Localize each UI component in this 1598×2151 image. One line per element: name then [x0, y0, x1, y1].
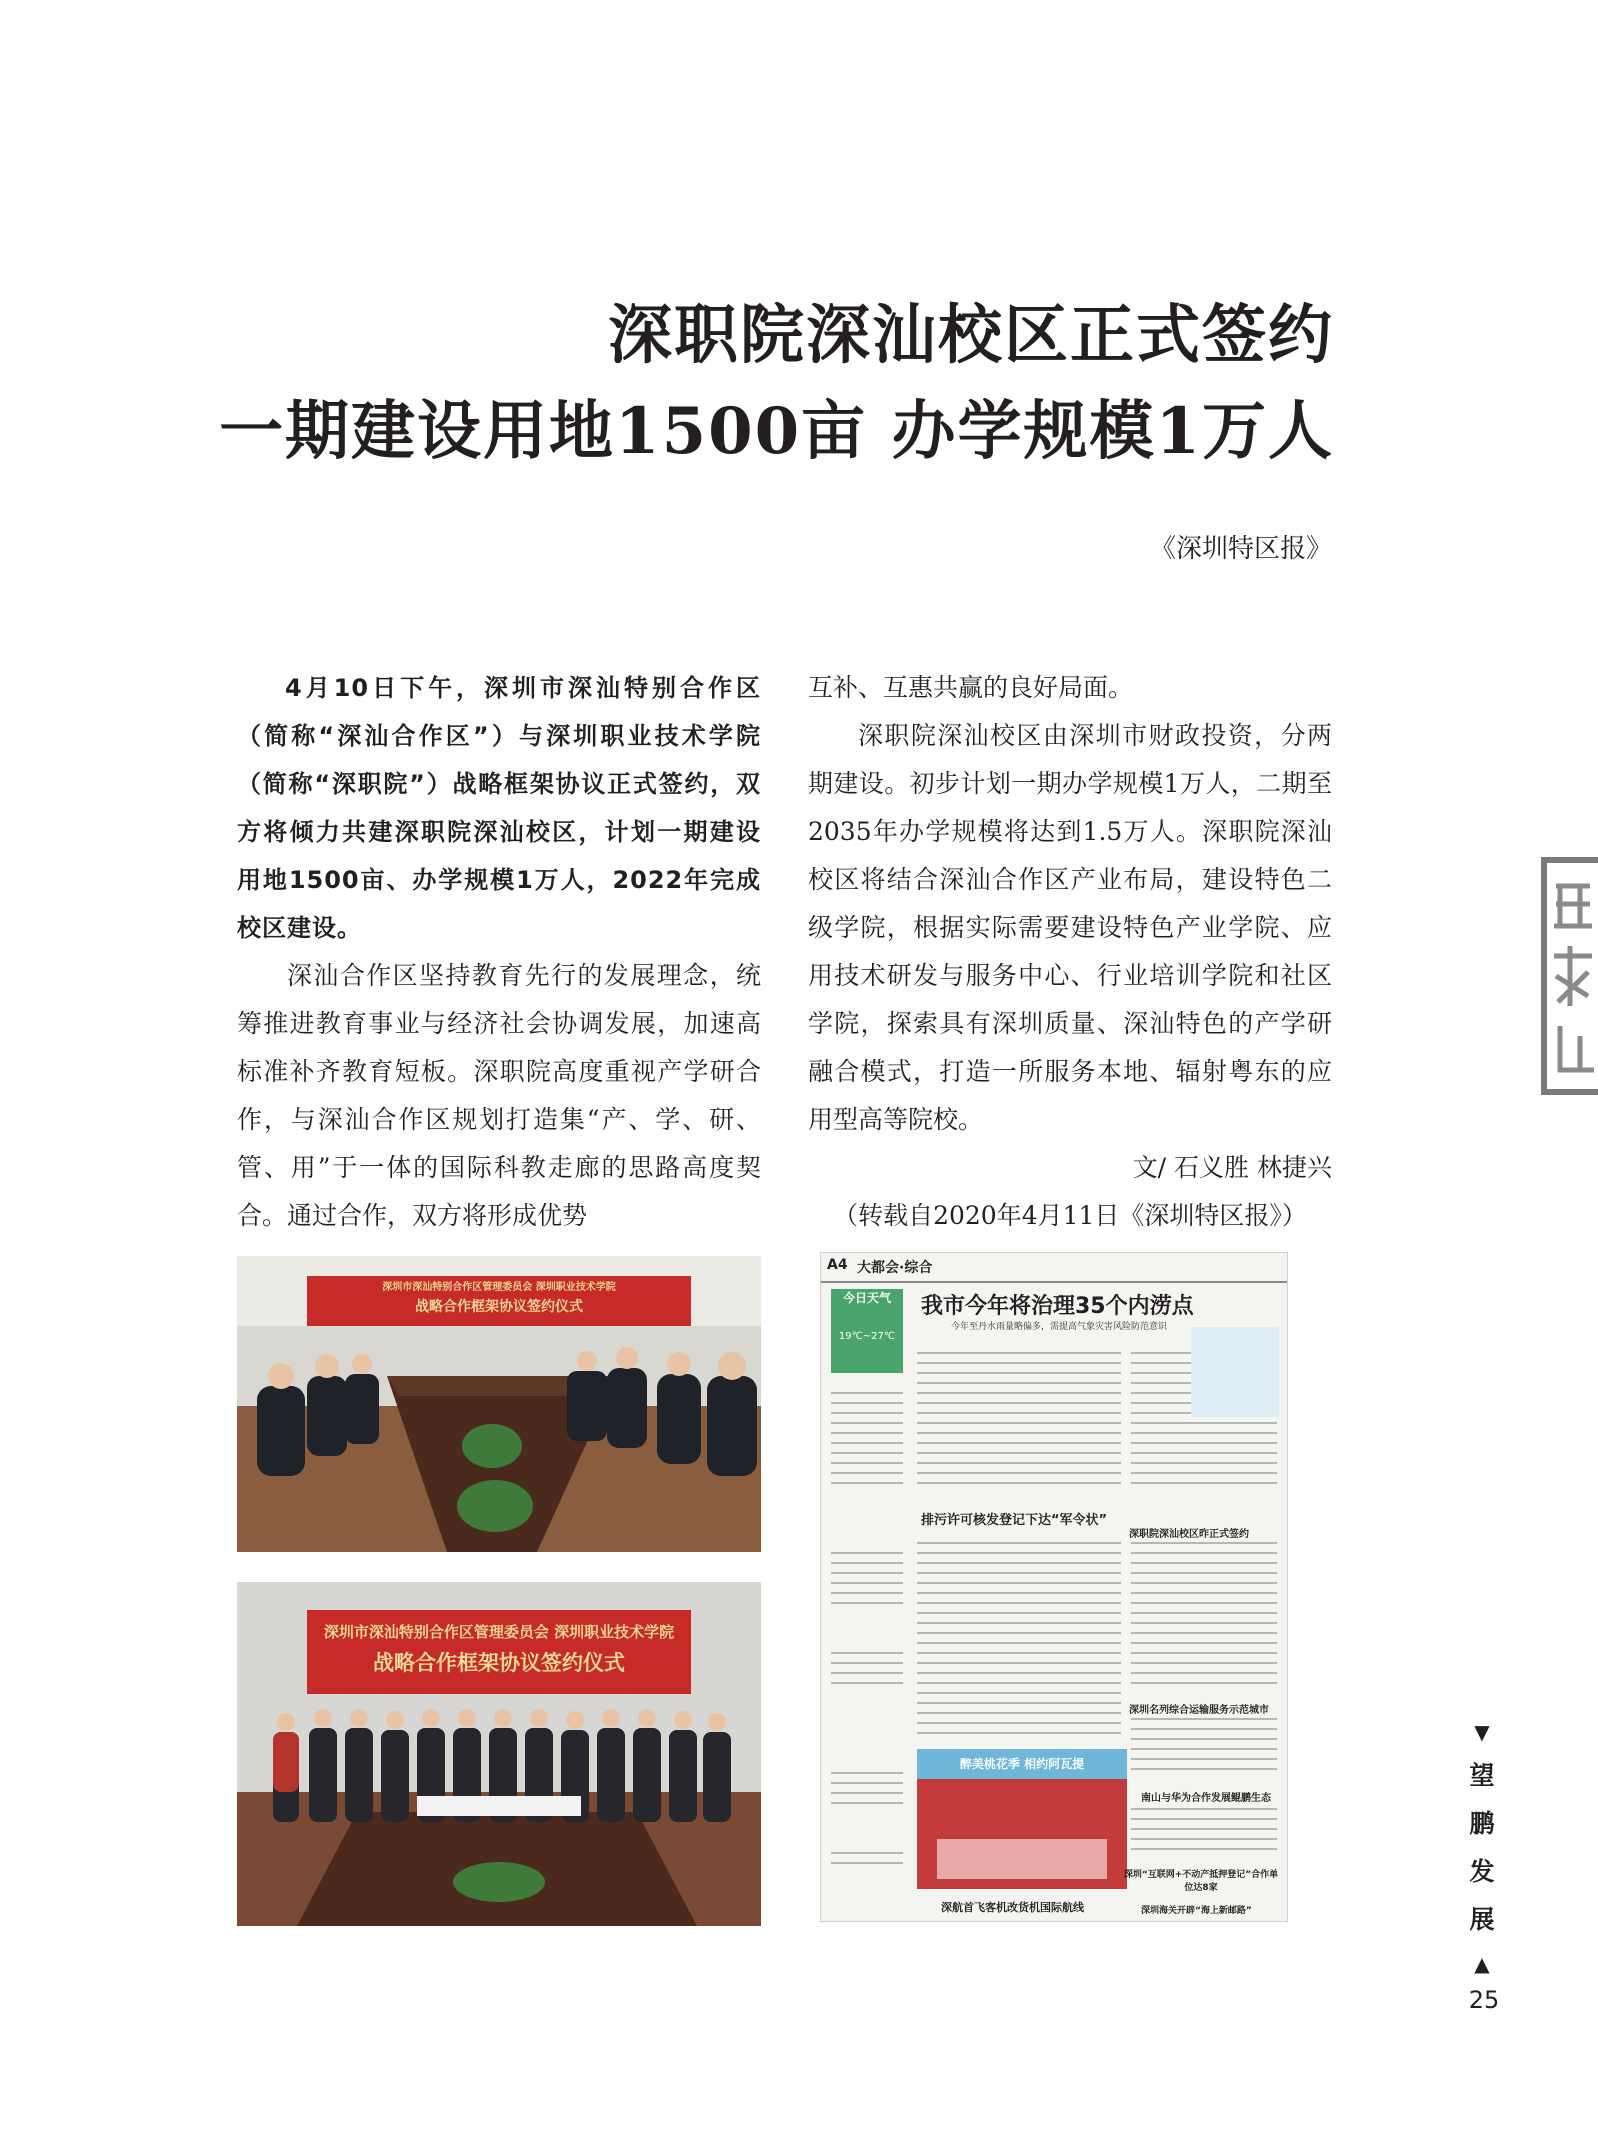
photo-2-banner-line2: 战略合作框架协议签约仪式	[373, 1650, 625, 1675]
paragraph-2: 深汕合作区坚持教育先行的发展理念，统筹推进教育事业与经济社会协调发展，加速高标准补齐教育短板。深职院高度重视产学研合作，与深汕合作区规划打造集“产、学、研、管、用”于一体的国际科教走廊的思路高度契合。通过合作，双方将形成优势	[237, 961, 761, 1230]
clipping-headline-2: 排污许可核发登记下达“军令状”	[921, 1513, 1108, 1528]
photo-1-banner-line2: 战略合作框架协议签约仪式	[415, 1299, 583, 1315]
decorative-seal-stamp	[1540, 856, 1598, 1096]
clipping-headline-7: 深航首飞客机改货机国际航线	[941, 1901, 1084, 1914]
photo-2-banner	[307, 1610, 691, 1694]
clipping-headline-8: 深圳海关开辟“海上新邮路”	[1141, 1906, 1252, 1916]
author-line: 文/ 石义胜 林捷兴	[1132, 1153, 1332, 1182]
clipping-weather-label: 今日天气	[842, 1291, 891, 1305]
clipping-headline-4: 深圳名列综合运输服务示范城市	[1129, 1705, 1269, 1716]
clipping-weather-box	[831, 1289, 903, 1373]
paragraph-2-continued: 互补、互惠共赢的良好局面。	[808, 673, 1134, 702]
clipping-weather-temp: 19℃~27℃	[838, 1331, 896, 1342]
photo-1-banner-line1: 深圳市深汕特别合作区管理委员会 深圳职业技术学院	[382, 1282, 616, 1293]
side-label-char-2: 鹏	[1469, 1809, 1495, 1838]
clipping-headline-6: 深圳“互联网+不动产抵押登记”合作单位达8家	[1123, 1870, 1279, 1893]
newspaper-clipping	[820, 1252, 1288, 1922]
clipping-headline: 我市今年将治理35个内涝点	[921, 1294, 1194, 1319]
reprint-note: （转载自2020年4月11日《深圳特区报》）	[833, 1201, 1307, 1230]
page-number: 25	[1468, 1986, 1500, 2014]
clipping-header	[821, 1253, 1287, 1283]
lead-paragraph: 4月10日下午，深圳市深汕特别合作区（简称“深汕合作区”）与深圳职业技术学院（简称“深职院”）战略框架协议正式签约，双方将倾力共建深职院深汕校区，计划一期建设用地1500亩、办学规模1万人，2022年完成校区建设。	[237, 674, 761, 942]
article-source: 《深圳特区报》	[1149, 534, 1332, 564]
side-label-char-4: 展	[1469, 1905, 1495, 1934]
down-triangle-icon: ▼	[1474, 1720, 1490, 1744]
photo-1-banner	[307, 1276, 691, 1326]
photo-2-banner-line1: 深圳市深汕特别合作区管理委员会 深圳职业技术学院	[323, 1623, 675, 1641]
side-label-char-3: 发	[1469, 1857, 1495, 1886]
photo-signing-ceremony-group	[237, 1582, 761, 1926]
clipping-feature-image	[917, 1749, 1127, 1889]
clipping-headline-3: 深职院深汕校区昨正式签约	[1129, 1529, 1249, 1540]
left-column	[237, 664, 761, 1240]
paragraph-3: 深职院深汕校区由深圳市财政投资，分两期建设。初步计划一期办学规模1万人，二期至2035年办学规模将达到1.5万人。深职院深汕校区将结合深汕合作区产业布局，建设特色二级学院，根据实际需要建设特色产业学院、应用技术研发与服务中心、行业培训学院和社区学院，探索具有深圳质量、深汕特色的产学研融合模式，打造一所服务本地、辐射粤东的应用型高等院校。	[808, 721, 1332, 1134]
clipping-headline-5: 南山与华为合作发展鲲鹏生态	[1141, 1793, 1271, 1804]
article-title-line1: 深职院深汕校区正式签约	[608, 298, 1334, 373]
side-label-char-1: 望	[1469, 1761, 1495, 1790]
side-section-label	[1462, 1712, 1502, 1984]
article-title-line2: 一期建设用地1500亩 办学规模1万人	[219, 394, 1334, 469]
clipping-feature-title: 醉美桃花季 相约阿瓦提	[917, 1749, 1127, 1779]
clipping-page-tag: A4	[827, 1257, 848, 1273]
clipping-subhead: 今年至丹水雨量略偏多，需提高气象灾害风险防范意识	[951, 1322, 1168, 1332]
clipping-section: 大都会·综合	[857, 1260, 933, 1276]
photo-signing-ceremony-table	[237, 1256, 761, 1552]
right-column	[808, 664, 1332, 1240]
up-triangle-icon: ▲	[1474, 1952, 1490, 1976]
